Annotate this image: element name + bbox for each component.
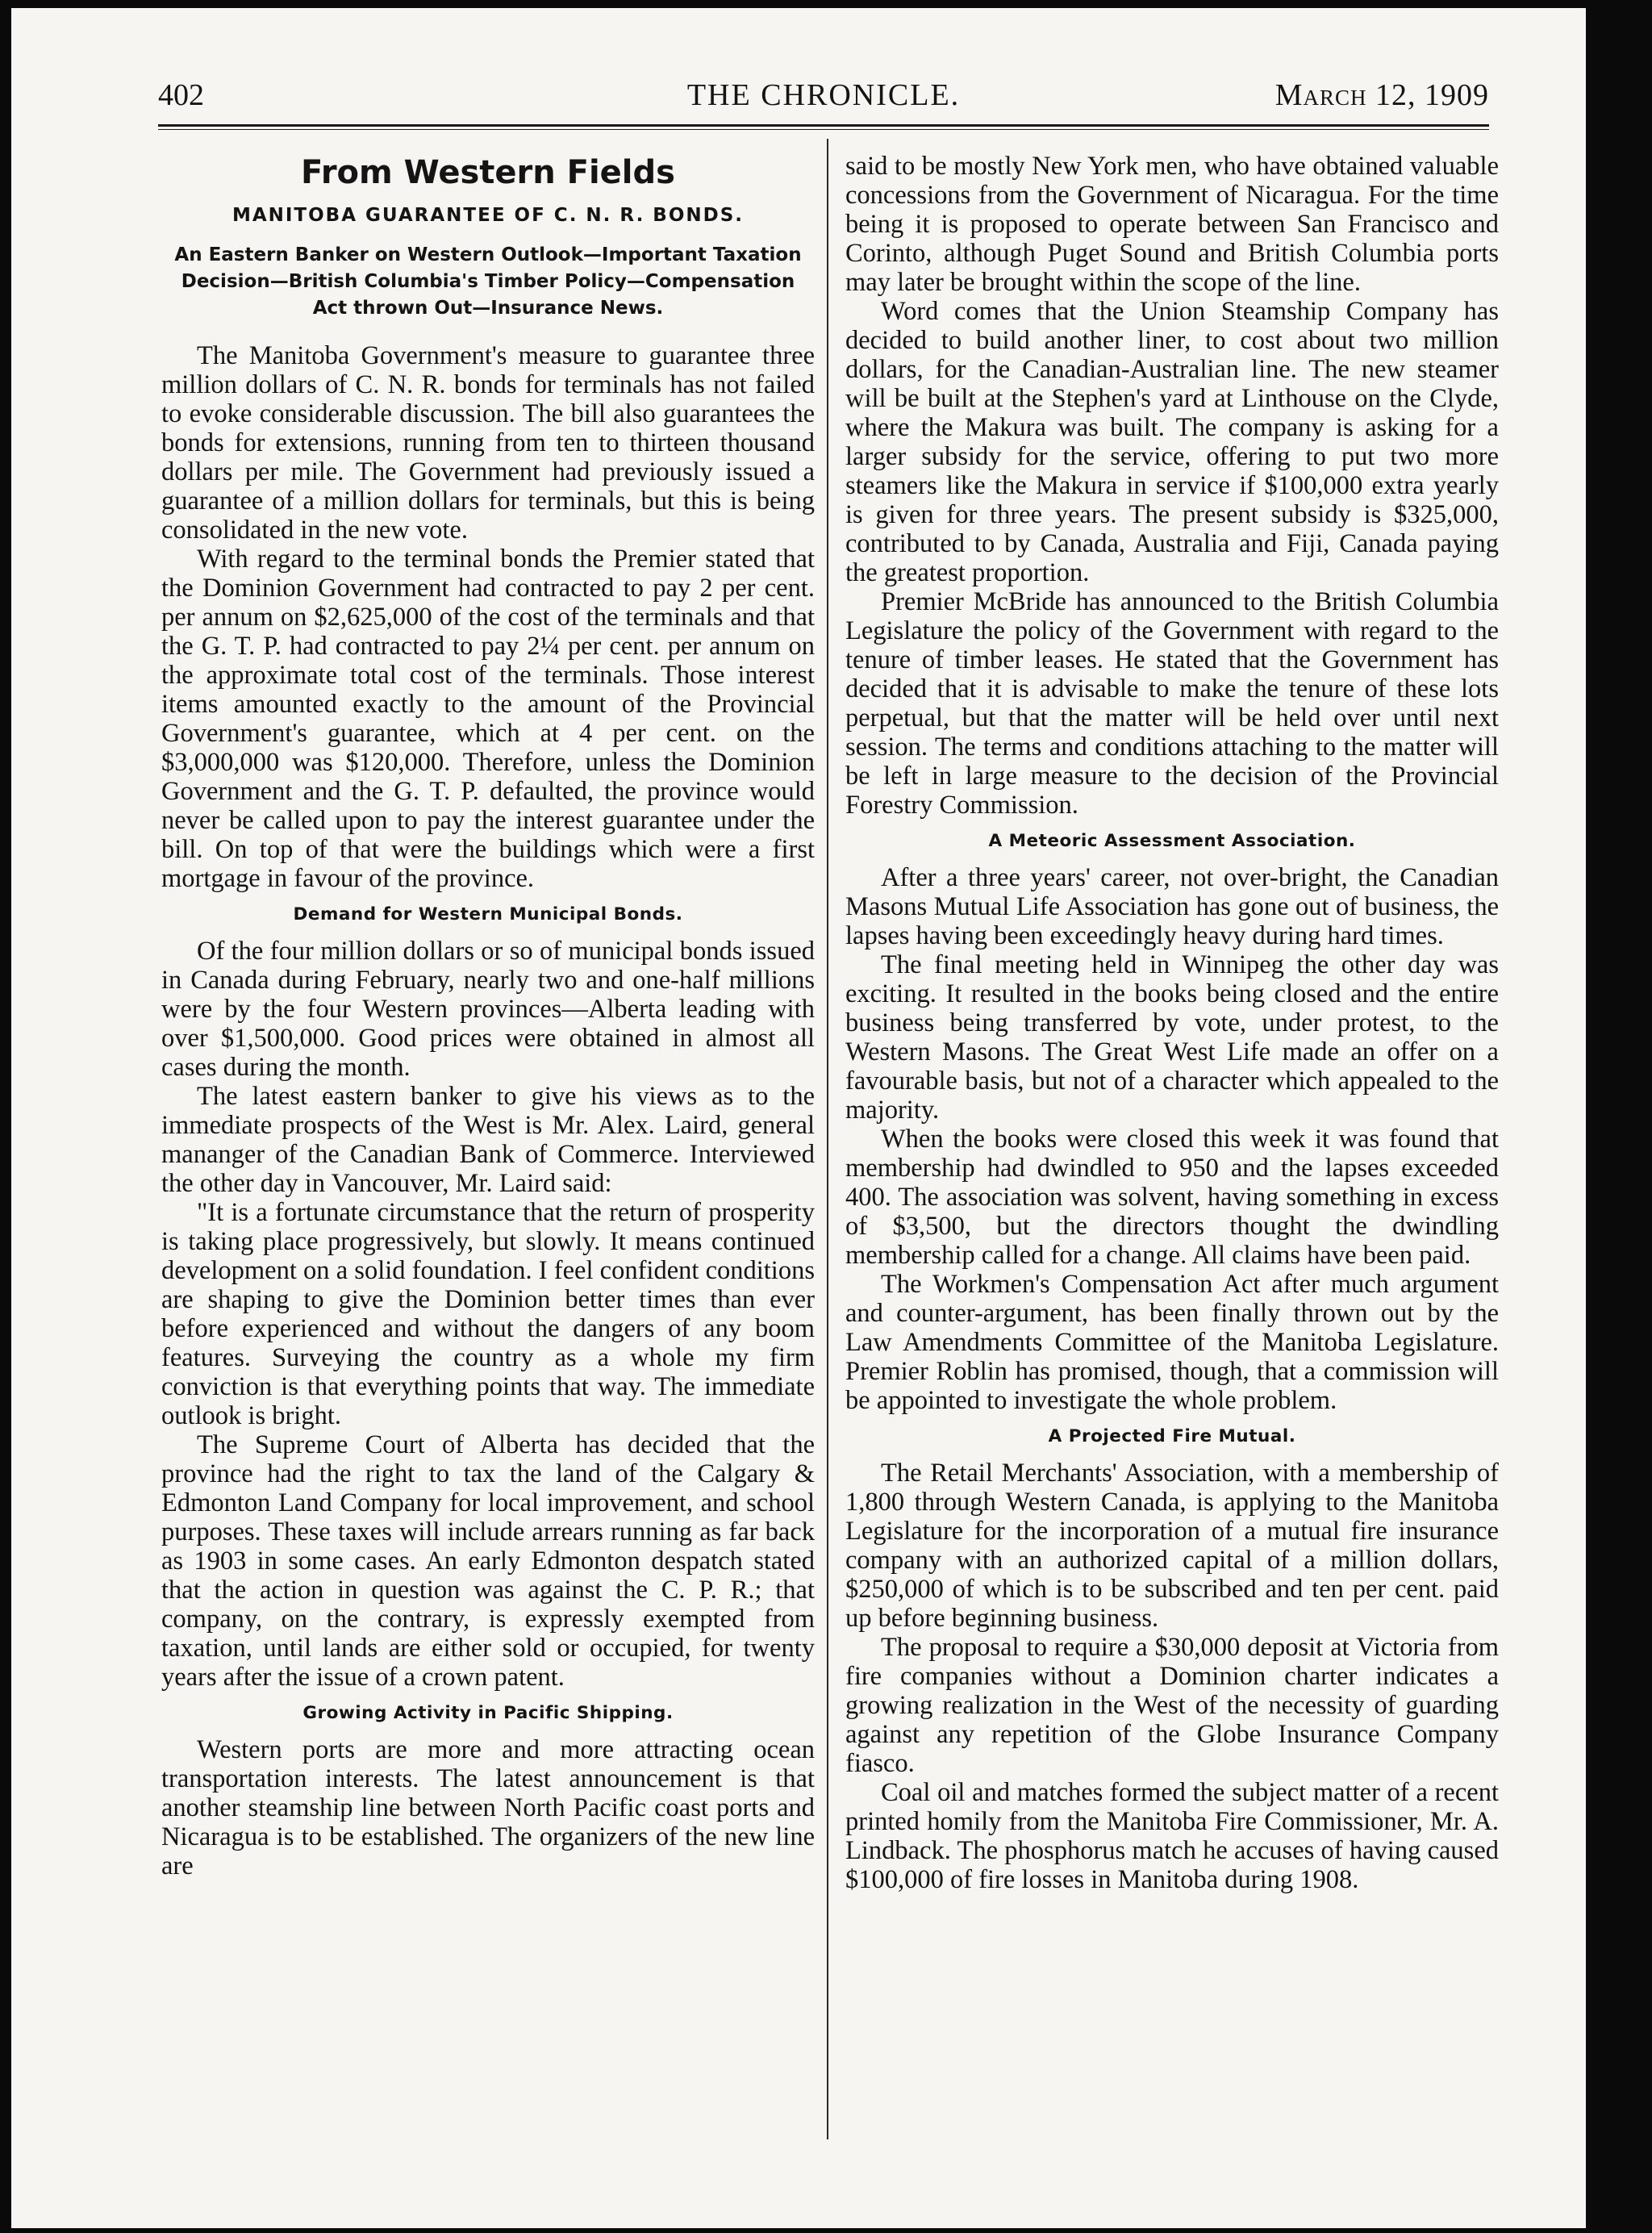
paragraph: Premier McBride has announced to the British Columbia Legislature the policy of the Government with regard to the tenure of timber leases. He stated that the Government has decided that it is advisable to make the tenure of these lots perpetual, but that the matter will be held over until next session. The terms and conditions attaching to the matter will be left in large measure to the decision of the Provincial Forestry Commission.: [845, 587, 1499, 820]
article-title: From Western Fields: [301, 154, 675, 191]
paragraph-continued: said to be mostly New York men, who have obtained valuable concessions from the Government of Nicaragua. For the time being it is proposed to operate between San Francisco and Corinto, although Puget Sound and British Columbia ports may later be brought within the scope of the line.: [845, 152, 1499, 297]
article-deck: An Eastern Banker on Western Outlook—Important Taxation Decision—British Columbia's Timber Policy—Compensation Act thrown Out—Insurance News.: [174, 244, 802, 319]
paragraph: "It is a fortunate circumstance that the return of prosperity is taking place progressively, but slowly. It means continued development on a solid foundation. I feel confident conditions are shaping to give the Dominion better times than ever before experienced and without the dangers of any boom features. Surveying the country as a whole my firm conviction is that everything points that way. The immediate outlook is bright.: [161, 1198, 815, 1430]
section-heading: Growing Activity in Pacific Shipping.: [302, 1703, 674, 1723]
paragraph: Coal oil and matches formed the subject matter of a recent printed homily from the Manitoba Fire Commissioner, Mr. A. Lindback. The phosphorus match he accuses of having caused $100,000 of fire losses in Manitoba during 1908.: [845, 1778, 1499, 1894]
page-header: [158, 74, 1489, 123]
header-rule: [158, 124, 1489, 130]
article-subtitle: MANITOBA GUARANTEE OF C. N. R. BONDS.: [232, 205, 745, 226]
paragraph: The final meeting held in Winnipeg the other day was exciting. It resulted in the books being closed and the entire business being transferred by vote, under protest, to the Western Masons. The Great West Life made an offer on a favourable basis, but not of a character which appealed to the majority.: [845, 950, 1499, 1125]
page-number: 402: [158, 78, 204, 112]
running-title: THE CHRONICLE.: [686, 78, 961, 112]
paragraph: The Supreme Court of Alberta has decided that the province had the right to tax the land of the Calgary & Edmonton Land Company for local improvement, and school purposes. These taxes will include arrears running as far back as 1903 in some cases. An early Edmonton despatch stated that the action in question was against the C. P. R.; that company, on the contrary, is expressly exempted from taxation, until lands are either sold or occupied, for twenty years after the issue of a crown patent.: [161, 1430, 815, 1692]
section-heading: Demand for Western Municipal Bonds.: [293, 904, 683, 925]
paragraph: Of the four million dollars or so of municipal bonds issued in Canada during February, nearly two and one-half millions were by the four Western provinces—Alberta leading with over $1,500,000. Good prices were obtained in almost all cases during the month.: [161, 937, 815, 1082]
column-divider: [827, 139, 828, 2139]
issue-date: March 12, 1909: [1274, 78, 1489, 112]
paragraph: With regard to the terminal bonds the Premier stated that the Dominion Government had contracted to pay 2 per cent. per annum on $2,625,000 of the cost of the terminals and that the G. T. P. had contracted to pay 2¼ per cent. per annum on the approximate total cost of the terminals. Those interest items amounted exactly to the amount of the Provincial Government's guarantee, which at 4 per cent. on the $3,000,000 was $120,000. Therefore, unless the Dominion Government and the G. T. P. defaulted, the province would never be called upon to pay the interest guarantee under the bill. On top of that were the buildings which were a first mortgage in favour of the province.: [161, 545, 815, 893]
paragraph: The Retail Merchants' Association, with a membership of 1,800 through Western Canada, is applying to the Manitoba Legislature for the incorporation of a mutual fire insurance company with an authorized capital of a million dollars, $250,000 of which is to be subscribed and ten per cent. paid up before beginning business.: [845, 1459, 1499, 1633]
paragraph: Word comes that the Union Steamship Company has decided to build another liner, to cost about two million dollars, for the Canadian-Australian line. The new steamer will be built at the Stephen's yard at Linthouse on the Clyde, where the Makura was built. The company is asking for a larger subsidy for the service, offering to put two more steamers like the Makura in service if $100,000 extra yearly is given for three years. The present subsidy is $325,000, contributed to by Canada, Australia and Fiji, Canada paying the greatest proportion.: [845, 297, 1499, 587]
paragraph: After a three years' career, not over-bright, the Canadian Masons Mutual Life Association has gone out of business, the lapses having been exceedingly heavy during hard times.: [845, 863, 1499, 950]
paragraph: The Manitoba Government's measure to guarantee three million dollars of C. N. R. bonds for terminals has not failed to evoke considerable discussion. The bill also guarantees the bonds for extensions, running from ten to thirteen thousand dollars per mile. The Government had previously issued a guarantee of a million dollars for terminals, but this is being consolidated in the new vote.: [161, 341, 815, 545]
left-column: [161, 152, 815, 1880]
paragraph: Western ports are more and more attracting ocean transportation interests. The latest announcement is that another steamship line between North Pacific coast ports and Nicaragua is to be established. The organizers of the new line are: [161, 1735, 815, 1880]
paragraph: The latest eastern banker to give his views as to the immediate prospects of the West is Mr. Alex. Laird, general mananger of the Canadian Bank of Commerce. Interviewed the other day in Vancouver, Mr. Laird said:: [161, 1082, 815, 1198]
paragraph: The proposal to require a $30,000 deposit at Victoria from fire companies without a Dominion charter indicates a growing realization in the West of the necessity of guarding against any repetition of the Globe Insurance Company fiasco.: [845, 1633, 1499, 1778]
right-column: [845, 152, 1499, 1894]
paragraph: When the books were closed this week it was found that membership had dwindled to 950 and the lapses exceeded 400. The association was solvent, having something in excess of $3,500, but the directors thought the dwindling membership called for a change. All claims have been paid.: [845, 1125, 1499, 1270]
paragraph: The Workmen's Compensation Act after much argument and counter-argument, has been finally thrown out by the Law Amendments Committee of the Manitoba Legislature. Premier Roblin has promised, though, that a commission will be appointed to investigate the whole problem.: [845, 1270, 1499, 1415]
section-heading: A Meteoric Assessment Association.: [988, 831, 1356, 851]
section-heading: A Projected Fire Mutual.: [1048, 1426, 1296, 1446]
